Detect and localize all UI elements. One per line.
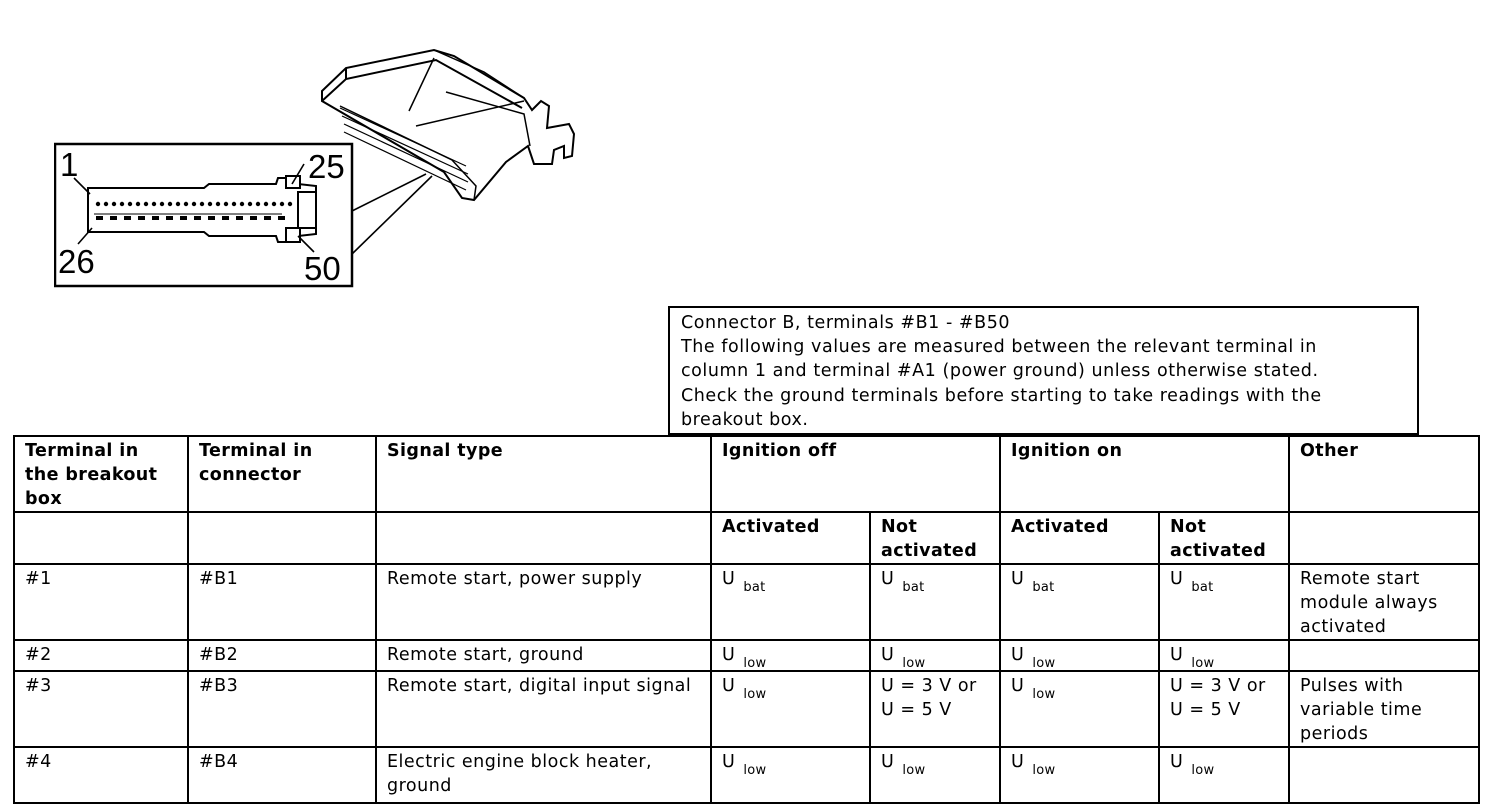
empty-cell — [188, 512, 376, 564]
header-ignition-off: Ignition off — [711, 436, 1000, 512]
note-line: Check the ground terminals before starting to take readings with the — [681, 385, 1322, 406]
pin-label-26: 26 — [58, 243, 95, 280]
cell-signal-type: Electric engine block heater, ground — [376, 747, 711, 803]
cell-other: Pulses with variable time periods — [1289, 671, 1479, 747]
cell-off-activated: U $_{low}$ — [711, 747, 870, 803]
subheader-on-activated: Activated — [1000, 512, 1159, 564]
table-header-row — [14, 436, 1479, 512]
header-signal-type: Signal type — [376, 436, 711, 512]
note-line: breakout box. — [681, 409, 809, 430]
cell-other — [1289, 640, 1479, 671]
cell-connector-terminal: #B3 — [188, 671, 376, 747]
note-line: column 1 and terminal #A1 (power ground) unless otherwise stated. — [681, 361, 1319, 382]
cell-on-activated: U $_{low}$ — [1000, 640, 1159, 671]
note-line: The following values are measured between the relevant terminal in — [681, 337, 1317, 358]
cell-on-not-activated: U $_{bat}$ — [1159, 564, 1289, 640]
cell-connector-terminal: #B1 — [188, 564, 376, 640]
note-title: Connector B, terminals #B1 - #B50 — [681, 313, 1011, 333]
cell-off-activated: U $_{low}$ — [711, 671, 870, 747]
table-row — [14, 564, 1479, 640]
cell-box-terminal: #1 — [14, 564, 188, 640]
cell-on-activated: U $_{low}$ — [1000, 671, 1159, 747]
cell-box-terminal: #3 — [14, 671, 188, 747]
header-terminal-connector: Terminal in connector — [188, 436, 376, 512]
cell-off-activated: U $_{bat}$ — [711, 564, 870, 640]
cell-box-terminal: #2 — [14, 640, 188, 671]
cell-other — [1289, 747, 1479, 803]
empty-cell — [1289, 512, 1479, 564]
table-row — [14, 747, 1479, 803]
cell-on-not-activated: U = 3 V or U = 5 V — [1159, 671, 1289, 747]
cell-off-not-activated: U = 3 V or U = 5 V — [870, 671, 1000, 747]
subheader-off-activated: Activated — [711, 512, 870, 564]
subheader-on-not-activated: Not activated — [1159, 512, 1289, 564]
cell-on-not-activated: U $_{low}$ — [1159, 640, 1289, 671]
pin-label-25: 25 — [308, 148, 345, 185]
cell-on-not-activated: U $_{low}$ — [1159, 747, 1289, 803]
pin-label-50: 50 — [304, 250, 341, 287]
header-terminal-breakout: Terminal in the breakout box — [14, 436, 188, 512]
subheader-off-not-activated: Not activated — [870, 512, 1000, 564]
cell-off-not-activated: U $_{low}$ — [870, 747, 1000, 803]
table-row — [14, 640, 1479, 671]
table-subheader-row — [14, 512, 1479, 564]
terminal-table — [13, 435, 1480, 804]
cell-on-activated: U $_{bat}$ — [1000, 564, 1159, 640]
cell-other: Remote start module always activated — [1289, 564, 1479, 640]
cell-signal-type: Remote start, digital input signal — [376, 671, 711, 747]
empty-cell — [376, 512, 711, 564]
connector-housing-drawing — [322, 50, 574, 200]
cell-off-not-activated: U $_{low}$ — [870, 640, 1000, 671]
cell-connector-terminal: #B4 — [188, 747, 376, 803]
table-row — [14, 671, 1479, 747]
pin-label-1: 1 — [60, 146, 79, 183]
header-ignition-on: Ignition on — [1000, 436, 1289, 512]
cell-off-not-activated: U $_{bat}$ — [870, 564, 1000, 640]
cell-box-terminal: #4 — [14, 747, 188, 803]
cell-off-activated: U $_{low}$ — [711, 640, 870, 671]
measurement-note — [668, 306, 1419, 435]
empty-cell — [14, 512, 188, 564]
cell-signal-type: Remote start, ground — [376, 640, 711, 671]
cell-on-activated: U $_{low}$ — [1000, 747, 1159, 803]
cell-signal-type: Remote start, power supply — [376, 564, 711, 640]
cell-connector-terminal: #B2 — [188, 640, 376, 671]
header-other: Other — [1289, 436, 1479, 512]
connector-diagram — [54, 46, 594, 291]
